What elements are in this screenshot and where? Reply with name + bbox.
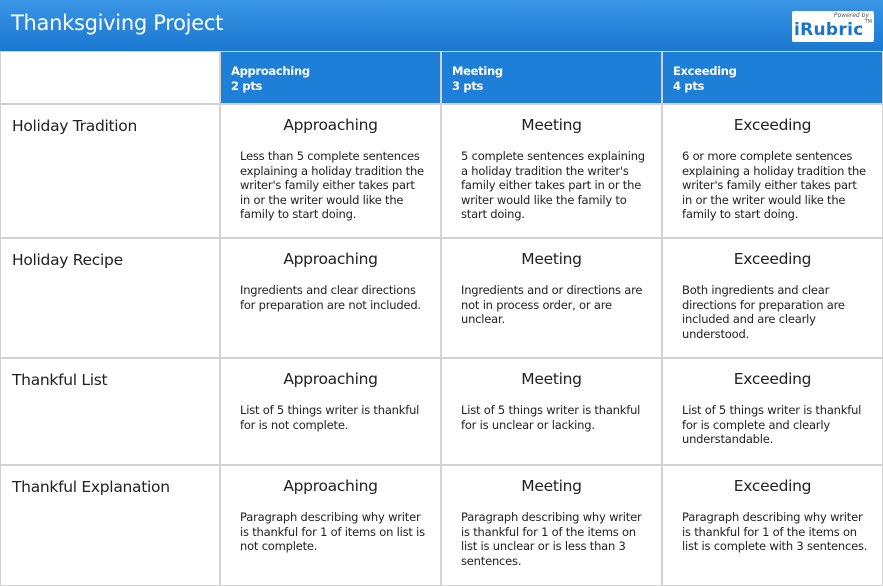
- irubric-logo[interactable]: [792, 11, 874, 42]
- column-header-meeting: [442, 52, 661, 103]
- cell-level-title: Approaching: [283, 477, 378, 495]
- criterion-cell-thankful-explanation: [1, 466, 219, 585]
- cell-level-title: Exceeding: [733, 477, 812, 495]
- cell-level-title: Meeting: [521, 250, 582, 268]
- cell-level-title: Approaching: [283, 116, 378, 134]
- criterion-cell-holiday-recipe: [1, 239, 219, 357]
- criterion-label: Thankful Explanation: [12, 478, 170, 496]
- cell-description: Paragraph describing why writer is thankful for 1 of the items on list is unclear or is less than 3 sentences.: [461, 510, 642, 568]
- rubric-cell[interactable]: [663, 105, 882, 237]
- cell-description: Both ingredients and clear directions for preparation are included and are clearly understood.: [682, 283, 845, 341]
- header-corner-cell: [1, 52, 219, 103]
- criterion-label: Holiday Tradition: [12, 117, 137, 135]
- cell-level-title: Exceeding: [733, 370, 812, 388]
- rubric-cell[interactable]: [442, 105, 661, 237]
- title-bar: [0, 0, 883, 51]
- column-level-label: Approaching: [231, 64, 310, 78]
- cell-description: 6 or more complete sentences explaining a holiday tradition the writer's family either takes part in or the writer would like the family to start doing.: [682, 149, 866, 221]
- rubric-cell[interactable]: [442, 466, 661, 585]
- column-header-exceeding: [663, 52, 882, 103]
- cell-description: Paragraph describing why writer is thankful for 1 of items on list is not complete.: [240, 510, 425, 553]
- cell-description: Paragraph describing why writer is thankful for 1 of the items on list is complete with 3 sentences.: [682, 510, 868, 553]
- criterion-label: Holiday Recipe: [12, 251, 123, 269]
- cell-level-title: Exceeding: [733, 116, 812, 134]
- column-points-label: 4 pts: [673, 79, 705, 93]
- criterion-cell-holiday-tradition: [1, 105, 219, 237]
- rubric-cell[interactable]: [442, 359, 661, 464]
- rubric-table: [0, 51, 883, 586]
- rubric-cell[interactable]: [663, 239, 882, 357]
- rubric-cell[interactable]: [442, 239, 661, 357]
- cell-description: Less than 5 complete sentences explaining a holiday tradition the writer's family either takes part in or the writer would like the family to start doing.: [240, 149, 424, 221]
- column-points-label: 3 pts: [452, 79, 484, 93]
- rubric-cell[interactable]: [221, 105, 440, 237]
- cell-description: List of 5 things writer is thankful for is unclear or lacking.: [461, 403, 641, 432]
- cell-level-title: Approaching: [283, 370, 378, 388]
- logo-brand-text: iRubric: [794, 20, 864, 40]
- column-level-label: Exceeding: [673, 64, 737, 78]
- page-title: Thanksgiving Project: [11, 11, 224, 35]
- rubric-cell[interactable]: [221, 239, 440, 357]
- column-header-approaching: [221, 52, 440, 103]
- powered-by-text: Powered by: [833, 12, 869, 19]
- rubric-cell[interactable]: [663, 466, 882, 585]
- trademark-mark: TM: [864, 19, 872, 25]
- cell-description: 5 complete sentences explaining a holiday tradition the writer's family either takes part in or the writer would like the family to start doing.: [461, 149, 645, 221]
- cell-level-title: Meeting: [521, 370, 582, 388]
- criterion-cell-thankful-list: [1, 359, 219, 464]
- criterion-label: Thankful List: [12, 371, 108, 389]
- cell-level-title: Exceeding: [733, 250, 812, 268]
- column-points-label: 2 pts: [231, 79, 263, 93]
- rubric-cell[interactable]: [221, 466, 440, 585]
- rubric-cell[interactable]: [663, 359, 882, 464]
- cell-description: List of 5 things writer is thankful for is complete and clearly understandable.: [682, 403, 862, 446]
- cell-level-title: Meeting: [521, 477, 582, 495]
- cell-description: Ingredients and clear directions for preparation are not included.: [240, 283, 421, 312]
- column-level-label: Meeting: [452, 64, 503, 78]
- cell-description: Ingredients and or directions are not in process order, or are unclear.: [461, 283, 643, 326]
- cell-level-title: Meeting: [521, 116, 582, 134]
- cell-description: List of 5 things writer is thankful for is not complete.: [240, 403, 420, 432]
- rubric-cell[interactable]: [221, 359, 440, 464]
- cell-level-title: Approaching: [283, 250, 378, 268]
